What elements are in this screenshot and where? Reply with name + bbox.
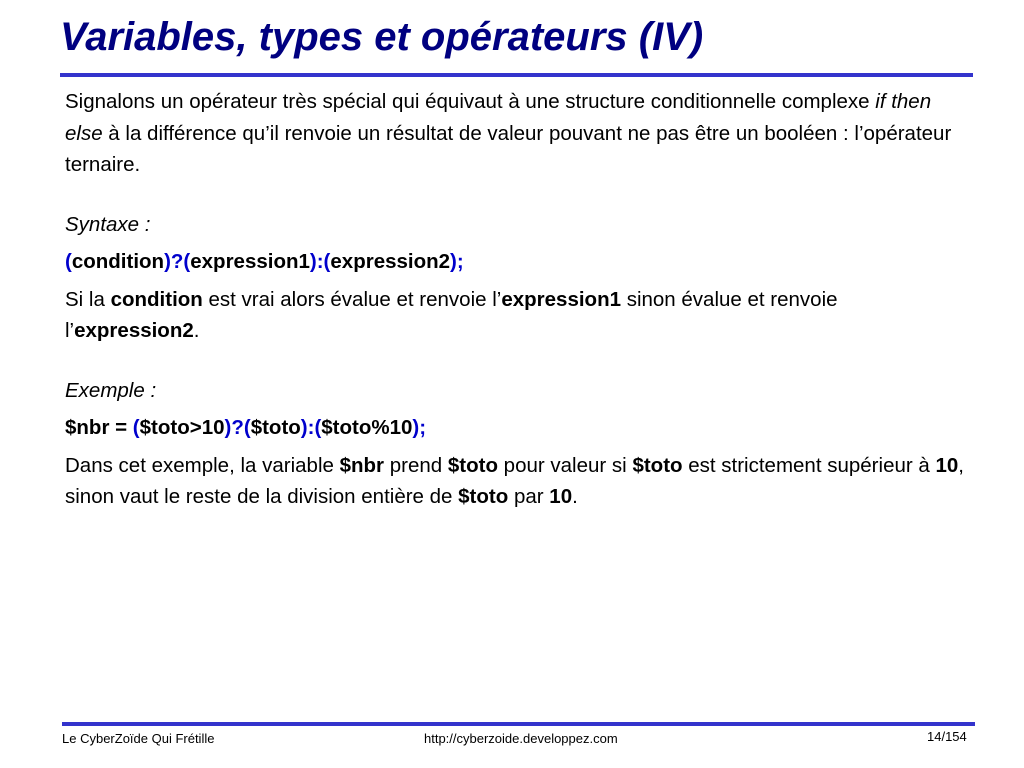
slide-title: Variables, types et opérateurs (IV): [60, 15, 704, 59]
syntax-colon: ):(: [309, 250, 331, 273]
intro-italic: if then else: [65, 90, 932, 145]
example-condition: $toto>10: [139, 416, 225, 439]
intro-paragraph: [65, 86, 965, 181]
intro-text-2: à la différence qu’il renvoie un résultat de valeur pouvant ne pas être un booléen : l’opérateur ternaire.: [65, 121, 952, 176]
footer-url: http://cyberzoide.developpez.com: [424, 731, 618, 746]
example-paren-open: (: [132, 416, 140, 439]
example-end: );: [412, 416, 427, 439]
slide-content: [65, 86, 965, 513]
example-assign: $nbr =: [65, 416, 133, 439]
syntax-end: );: [450, 250, 464, 273]
footer-divider: [62, 722, 975, 726]
syntax-paren-open: (: [65, 250, 72, 273]
page-number: 14/154: [927, 729, 967, 744]
syntax-code: [65, 246, 965, 278]
footer-author: Le CyberZoïde Qui Frétille: [62, 731, 215, 746]
example-expression1: $toto: [250, 416, 301, 439]
syntax-explanation: Si la condition est vrai alors évalue et renvoie l’expression1 sinon évalue et renvoie l’expression2.: [65, 287, 838, 342]
example-explanation: Dans cet exemple, la variable $nbr prend $toto pour valeur si $toto est strictement supérieur à 10, sinon vaut le reste de la division entière de $toto par 10.: [65, 453, 964, 508]
syntax-question: )?(: [164, 250, 191, 273]
example-heading: Exemple :: [65, 378, 157, 402]
syntax-heading: Syntaxe :: [65, 212, 151, 236]
title-divider: [60, 73, 973, 77]
syntax-expression1: expression1: [190, 250, 310, 273]
intro-text-1: Signalons un opérateur très spécial qui équivaut à une structure conditionnelle complexe: [65, 90, 876, 113]
example-colon: ):(: [300, 416, 322, 439]
example-expression2: $toto%10: [321, 416, 413, 439]
syntax-condition: condition: [71, 250, 165, 273]
example-code: [65, 412, 965, 444]
syntax-expression2: expression2: [330, 250, 451, 273]
example-question: )?(: [224, 416, 251, 439]
